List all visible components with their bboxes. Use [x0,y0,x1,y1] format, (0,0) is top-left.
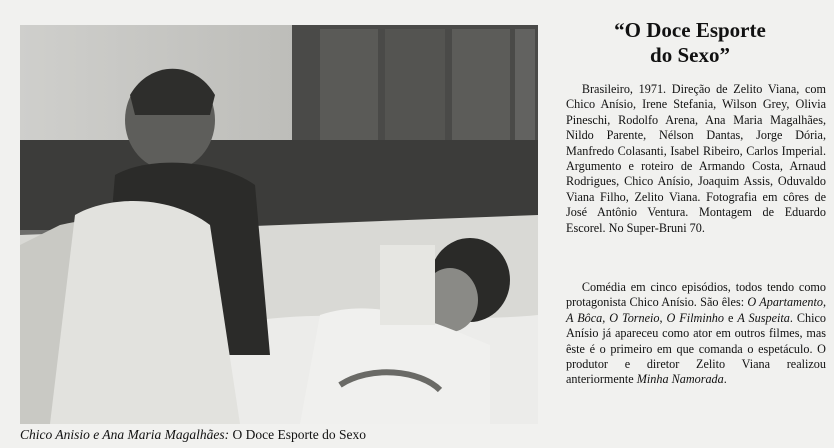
episode-title-1: O Apartamento [747,295,823,310]
separator: , [602,310,610,325]
episode-title-4: O Filminho [666,310,724,325]
episode-title-3: O Torneio [609,310,660,325]
article-title [560,18,820,68]
photo-illustration [20,25,538,424]
episode-title-5: A Suspeita [737,310,790,325]
title-line-1: “O Doce Esporte [614,18,766,42]
episode-title-2: A Bôca [566,310,603,325]
caption-film-title: O Doce Esporte do Sexo [229,427,366,442]
separator: , [659,310,667,325]
pillow [380,245,435,325]
previous-film-title: Minha Namorada [636,372,724,387]
synopsis-end: . [723,372,727,387]
caption-names: Chico Anisio e Ana Maria Magalhães: [20,427,230,442]
synopsis-middle: . Chico Anísio já apareceu como ator em outros filmes, mas êste é o primeiro em que comanda o espetáculo. O produtor e diretor Zelito Viana realizou anteriormente [566,310,826,387]
synopsis-paragraph [566,280,826,388]
synopsis-intro: Comédia em cinco episódios, todos tendo como protagonista Chico Anísio. São êles: [566,280,826,310]
separator: e [724,310,738,325]
credits-paragraph: Brasileiro, 1971. Direção de Zelito Viana, com Chico Anísio, Irene Stefania, Wilson Grey, Olivia Pineschi, Rodolfo Arena, Ana Maria Magalhães, Nildo Parente, Nélson Dantas, Jorge Dória, Manfredo Colasanti, Isabel Ribeiro, Carlos Imperial. Argumento e roteiro de Armando Costa, Arnaud Rodrigues, Chico Anísio, Joaquim Assis, Oduvaldo Viana Filho, Zelito Viana. Fotografia em côres de José Antônio Ventura. Montagem de Eduardo Escorel. No Super-Bruni 70. [566,82,826,235]
title-line-2: do Sexo” [650,43,730,67]
photo-caption [20,426,540,443]
film-still-photo [20,25,538,424]
separator: , [822,295,826,310]
